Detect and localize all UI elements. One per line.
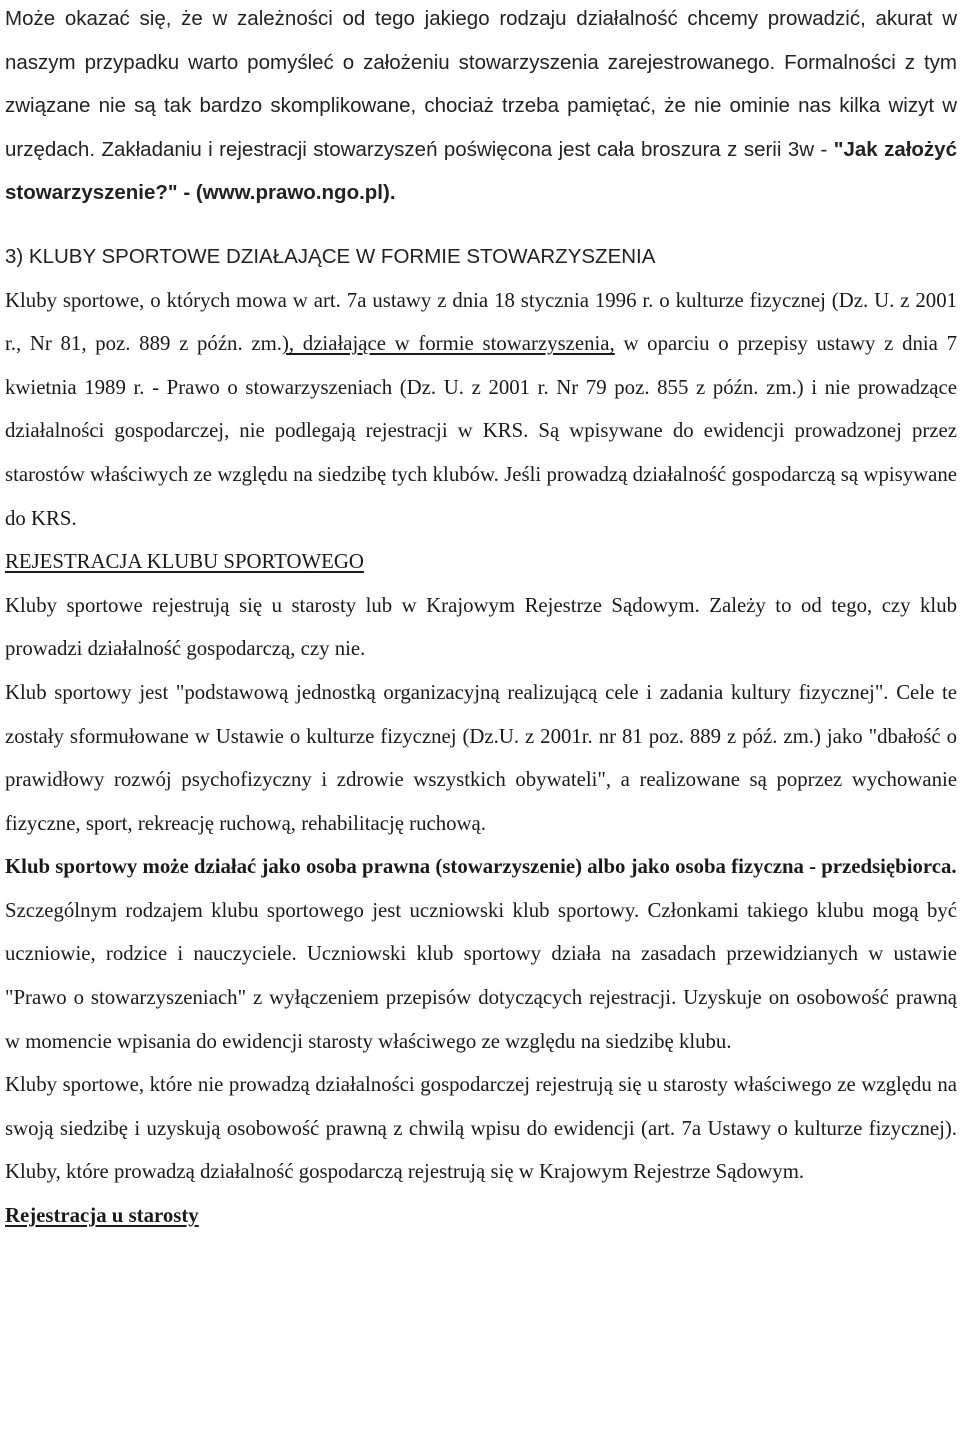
registration-bold-paragraph: Klub sportowy może działać jako osoba prawna (stowarzyszenie) albo jako osoba fizyczna - przedsiębiorca. — [5, 855, 957, 879]
registration-paragraph-4: Szczególnym rodzajem klubu sportowego jest uczniowski klub sportowy. Członkami takiego klubu mogą być uczniowie, rodzice i nauczyciele. Uczniowski klub sportowy działa na zasadach przewidzianych w ustawie "Prawo o stowarzyszeniach" z wyłączeniem przepisów dotyczących rejestracji. Uzyskuje on osobowość prawną w momencie wpisania do ewidencji starosty właściwego ze względu na siedzibę klubu. — [5, 898, 957, 1053]
section-paragraph-start: Kluby sportowe, o których mowa w art. 7a ustawy z dnia 18 stycznia 1996 r. o kulturze fizycznej (Dz. U. z 2001 r., Nr 81, poz. 889 z późn. zm. — [5, 288, 957, 356]
document-page — [5, 0, 957, 1238]
section-paragraph-end: w oparciu o przepisy ustawy z dnia 7 kwietnia 1989 r. - Prawo o stowarzyszeniach (Dz. U. z 2001 r. Nr 79 poz. 855 z późn. zm.) i nie prowadzące działalności gospodarczej, nie podlegają rejestracji w KRS. Są wpisywane do ewidencji prowadzonej przez starostów właściwych ze względu na siedzibę tych klubów. Jeśli prowadzą działalność gospodarczą są wpisywane do KRS. — [5, 332, 957, 530]
spacer — [5, 215, 957, 235]
section-paragraph — [5, 279, 957, 541]
section-heading: 3) KLUBY SPORTOWE DZIAŁAJĄCE W FORMIE STOWARZYSZENIA — [5, 244, 656, 268]
intro-paragraph — [5, 0, 957, 215]
underlined-phrase: ), działające w formie stowarzyszenia, — [281, 332, 615, 356]
subsection-heading: Rejestracja u starosty — [5, 1204, 199, 1228]
registration-paragraph-2: Klub sportowy jest "podstawową jednostką organizacyjną realizującą cele i zadania kultury fizycznej". Cele te zostały sformułowane w Ustawie o kulturze fizycznej (Dz.U. z 2001r. nr 81 poz. 889 z póź. zm.) jako "dbałość o prawidłowy rozwój psychofizyczny i zdrowie wszystkich obywateli", a realizowane są poprzez wychowanie fizyczne, sport, rekreację ruchową, rehabilitację ruchową. — [5, 680, 957, 835]
intro-bold-reference: "Jak założyć stowarzyszenie?" - (www.prawo.ngo.pl). — [5, 137, 957, 205]
registration-paragraph-5: Kluby sportowe, które nie prowadzą działalności gospodarczej rejestrują się u starosty właściwego ze względu na swoją siedzibę i uzyskują osobowość prawną z chwilą wpisu do ewidencji (art. 7a Ustawy o kulturze fizycznej). Kluby, które prowadzą działalność gospodarczą rejestrują się w Krajowym Rejestrze Sądowym. — [5, 1073, 957, 1184]
registration-heading: REJESTRACJA KLUBU SPORTOWEGO — [5, 550, 364, 574]
registration-paragraph-1: Kluby sportowe rejestrują się u starosty lub w Krajowym Rejestrze Sądowym. Zależy to od tego, czy klub prowadzi działalność gospodarczą, czy nie. — [5, 593, 957, 661]
intro-text: Może okazać się, że w zależności od tego jakiego rodzaju działalność chcemy prowadzić, akurat w naszym przypadku warto pomyśleć o założeniu stowarzyszenia zarejestrowanego. Formalności z tym związane nie są tak bardzo skomplikowane, chociaż trzeba pamiętać, że nie ominie nas kilka wizyt w urzędach. Zakładaniu i rejestracji stowarzyszeń poświęcona jest cała broszura z serii 3w - — [5, 7, 957, 161]
